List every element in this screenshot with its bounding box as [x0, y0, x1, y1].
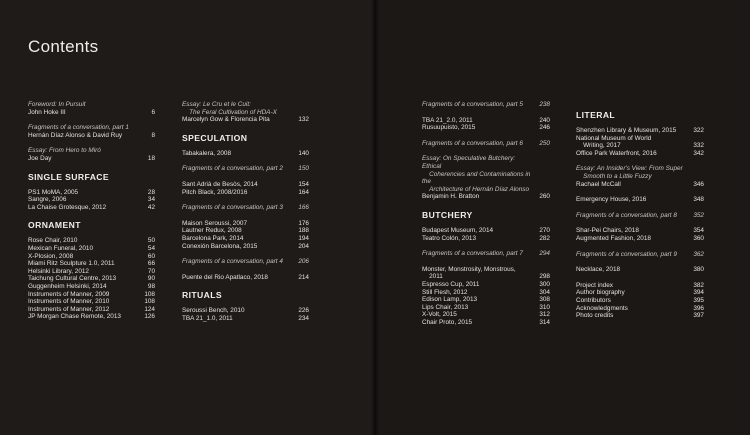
- toc-page-number: 98: [147, 282, 155, 290]
- toc-entry-title: Fragments of a conversation, part 3: [182, 204, 283, 212]
- toc-essay-entry: [182, 204, 309, 212]
- toc-entry-title: Essay: On Speculative Butchery: Ethical: [422, 155, 517, 170]
- toc-entry: [28, 283, 155, 291]
- toc-entry-title: Teatro Colón, 2013: [422, 234, 477, 242]
- toc-entry: [576, 289, 704, 297]
- toc-page-number: 250: [539, 139, 550, 147]
- toc-entry-title: Essay: An Insider's View: From Super: [576, 165, 683, 173]
- section-heading: SPECULATION: [182, 132, 248, 143]
- section-heading: LITERAL: [576, 110, 616, 120]
- toc-entry: [182, 181, 309, 189]
- toc-page-number: 108: [144, 290, 155, 298]
- toc-entry: [576, 235, 704, 243]
- toc-page-number: 396: [693, 304, 704, 312]
- spacer: [28, 139, 155, 147]
- toc-page-number: 260: [539, 193, 550, 201]
- toc-essay-entry: [28, 147, 155, 155]
- toc-page-number: 8: [151, 131, 155, 139]
- toc-page-number: 60: [147, 252, 155, 260]
- toc-entry-title: Fragments of a conversation, part 8: [576, 211, 677, 219]
- toc-entry: [28, 268, 155, 276]
- toc-page-number: 308: [539, 296, 550, 304]
- spacer: [182, 173, 309, 181]
- toc-entry: [422, 311, 550, 319]
- toc-entry-title: Tabakalera, 2008: [182, 149, 232, 157]
- toc-entry-title: Project index: [576, 281, 613, 289]
- toc-essay-entry: [182, 258, 309, 266]
- toc-entry-title: Puente del Rio Apatlaco, 2018: [182, 273, 268, 281]
- toc-entry: [576, 150, 704, 158]
- toc-entry: [28, 253, 155, 261]
- toc-entry-title: Instruments of Manner, 2012: [28, 305, 110, 313]
- toc-page-number: 34: [147, 196, 155, 204]
- section-heading: BUTCHERY: [422, 209, 473, 220]
- toc-page-number: 164: [298, 188, 309, 196]
- toc-page-number: 166: [298, 204, 309, 212]
- toc-entry: [576, 266, 704, 274]
- toc-entry-title: Fragments of a conversation, part 2: [182, 165, 283, 173]
- toc-entry-title: Chair Proto, 2015: [422, 318, 473, 326]
- toc-page-number: 298: [539, 273, 550, 281]
- contents-column-3: [422, 101, 550, 326]
- spacer: [576, 204, 704, 212]
- toc-entry-title: X-Volt, 2015: [422, 311, 457, 319]
- toc-page-number: 352: [693, 211, 704, 219]
- toc-entry: [182, 227, 309, 235]
- toc-essay-entry: [576, 165, 704, 173]
- toc-essay-entry: [182, 101, 309, 109]
- toc-page-number: 234: [298, 314, 309, 322]
- toc-page-number: 348: [693, 196, 704, 204]
- toc-entry: [28, 298, 155, 306]
- toc-page-number: 204: [298, 242, 309, 250]
- toc-entry-title: Espresso Cup, 2011: [422, 280, 480, 288]
- toc-entry-title: Fragments of a conversation, part 5: [422, 101, 523, 108]
- toc-page-number: 246: [539, 124, 550, 132]
- toc-page-number: 124: [144, 305, 155, 313]
- spacer: [182, 266, 309, 274]
- toc-page-number: 382: [693, 281, 704, 289]
- toc-entry: [422, 124, 550, 132]
- toc-entry-title: Shar-Pei Chairs, 2018: [576, 227, 639, 235]
- toc-entry: [422, 296, 550, 304]
- toc-entry-title: The Feral Cultivation of HDA-X: [182, 108, 277, 116]
- toc-entry: [576, 312, 704, 320]
- toc-page-number: 42: [147, 203, 155, 211]
- toc-entry-title: Rachael McCall: [576, 180, 621, 188]
- toc-entry: [576, 305, 704, 313]
- toc-entry-title: Barcelona Park, 2014: [182, 234, 244, 242]
- toc-entry-title: Author biography: [576, 289, 625, 297]
- toc-page-number: 50: [147, 237, 155, 245]
- toc-entry-title: Sangre, 2006: [28, 196, 67, 204]
- toc-entry-title: 2011: [422, 273, 443, 281]
- spacer: [576, 219, 704, 227]
- toc-entry-title: Still Flesh, 2012: [422, 288, 468, 296]
- toc-page-number: 18: [147, 154, 155, 162]
- toc-entry-title: Fragments of a conversation, part 1: [28, 124, 129, 132]
- toc-entry: [28, 189, 155, 197]
- toc-page-number: 54: [147, 244, 155, 252]
- toc-entry: [182, 235, 309, 243]
- toc-entry-title: Edison Lamp, 2013: [422, 296, 478, 304]
- toc-entry-title: Essay: Le Cru et le Cuit:: [182, 101, 251, 108]
- toc-page-number: 395: [693, 296, 704, 304]
- toc-page-number: 66: [147, 260, 155, 268]
- toc-page-number: 314: [539, 318, 550, 326]
- toc-entry-title: Conexión Barcelona, 2015: [182, 242, 258, 250]
- toc-entry-title: John Hoke III: [28, 108, 66, 116]
- toc-entry-title: Fragments of a conversation, part 6: [422, 139, 523, 147]
- toc-entry: [422, 281, 550, 289]
- toc-entry: [28, 260, 155, 268]
- toc-page-number: 346: [693, 180, 704, 188]
- toc-entry-title: Writing, 2017: [576, 142, 621, 150]
- toc-page-number: 362: [693, 250, 704, 258]
- toc-entry: [182, 220, 309, 228]
- toc-essay-entry: [182, 165, 309, 173]
- toc-entry: [28, 196, 155, 204]
- contents-column-2: [182, 101, 309, 323]
- toc-entry-title: Shenzhen Library & Museum, 2015: [576, 127, 677, 134]
- spacer: [422, 109, 550, 117]
- toc-entry: [576, 181, 704, 189]
- toc-entry: [422, 289, 550, 297]
- toc-entry: [422, 193, 550, 201]
- toc-page-number: 154: [298, 180, 309, 188]
- toc-essay-entry: [422, 140, 550, 148]
- toc-entry-title: Rose Chair, 2010: [28, 237, 78, 245]
- toc-entry-title: Smooth to a Little Fuzzy: [576, 172, 652, 180]
- toc-entry: [28, 109, 155, 117]
- contents-column-4: [576, 101, 704, 320]
- toc-entry-title: Office Park Waterfront, 2016: [576, 149, 657, 157]
- toc-entry: [182, 315, 309, 323]
- toc-essay-entry: [422, 250, 550, 258]
- spacer: [422, 147, 550, 155]
- toc-entry: [422, 235, 550, 243]
- toc-entry: [28, 237, 155, 245]
- spacer: [576, 188, 704, 196]
- toc-entry: [28, 204, 155, 212]
- toc-page-number: 238: [539, 101, 550, 108]
- toc-page-number: 300: [539, 280, 550, 288]
- toc-page-number: 214: [298, 273, 309, 281]
- toc-entry-title: Coherencies and Contaminations in the: [422, 170, 533, 186]
- toc-entry: [422, 266, 550, 274]
- toc-page-number: 176: [298, 219, 309, 227]
- toc-entry-title: Helsinki Library, 2012: [28, 267, 89, 275]
- toc-page-number: 240: [539, 116, 550, 124]
- spacer: [182, 212, 309, 220]
- toc-entry-title: TBA 21_1.0, 2011: [182, 314, 233, 322]
- toc-essay-entry: [422, 186, 550, 194]
- toc-entry: [576, 142, 704, 150]
- toc-page-number: 397: [693, 312, 704, 320]
- right-page: [375, 0, 750, 435]
- toc-entry-title: Essay: From Hero to Miró: [28, 147, 101, 155]
- toc-essay-entry: [422, 101, 550, 109]
- toc-page-number: 194: [298, 234, 309, 242]
- section-heading: RITUALS: [182, 290, 223, 301]
- spacer: [576, 274, 704, 282]
- toc-entry-title: Instruments of Manner, 2010: [28, 298, 110, 306]
- toc-entry-title: National Museum of World: [576, 134, 652, 142]
- toc-page-number: 342: [693, 149, 704, 157]
- toc-entry-title: Acknowledgments: [576, 304, 628, 312]
- toc-page-number: 304: [539, 288, 550, 296]
- toc-page-number: 90: [147, 275, 155, 283]
- toc-page-number: 6: [151, 108, 155, 116]
- toc-entry: [182, 116, 309, 124]
- toc-entry: [422, 319, 550, 327]
- toc-entry-title: Augmented Fashion, 2018: [576, 234, 651, 242]
- toc-entry-title: Emergency House, 2016: [576, 196, 647, 204]
- toc-entry-title: Lautner Redux, 2008: [182, 227, 242, 235]
- toc-entry: [576, 135, 704, 143]
- toc-essay-entry: [422, 171, 550, 186]
- toc-page-number: 322: [693, 127, 704, 134]
- toc-entry-title: Lips Chair, 2013: [422, 303, 469, 311]
- toc-entry-title: Contributors: [576, 296, 611, 304]
- toc-essay-entry: [182, 109, 309, 117]
- toc-page-number: 126: [144, 313, 155, 321]
- toc-essay-entry: [576, 212, 704, 220]
- toc-entry: [182, 150, 309, 158]
- toc-entry: [422, 304, 550, 312]
- toc-page-number: 332: [693, 142, 704, 150]
- spacer: [576, 157, 704, 165]
- toc-entry: [28, 275, 155, 283]
- contents-column-1: [28, 101, 155, 321]
- toc-entry: [576, 297, 704, 305]
- toc-entry: [28, 245, 155, 253]
- toc-entry: [182, 307, 309, 315]
- toc-entry-title: Mexican Funeral, 2010: [28, 244, 94, 252]
- toc-entry-title: Benjamin H. Bratton: [422, 193, 480, 201]
- toc-entry-title: Photo credits: [576, 312, 614, 320]
- toc-page-number: 132: [298, 116, 309, 124]
- toc-entry-title: TBA 21_2.0, 2011: [422, 116, 473, 124]
- spacer: [576, 258, 704, 266]
- spacer: [182, 196, 309, 204]
- toc-entry-title: Monster, Monstrosity, Monstrous,: [422, 265, 516, 273]
- toc-entry: [576, 282, 704, 290]
- toc-entry-title: Pitch Black, 2008/2016: [182, 188, 248, 196]
- spacer: [422, 258, 550, 266]
- spacer: [422, 242, 550, 250]
- toc-entry: [28, 155, 155, 163]
- toc-entry: [28, 306, 155, 314]
- toc-entry-title: Marcelyn Gow & Florencia Pita: [182, 116, 270, 124]
- toc-entry-title: Seroussi Bench, 2010: [182, 307, 245, 315]
- toc-essay-entry: [28, 101, 155, 109]
- toc-entry: [576, 127, 704, 135]
- toc-entry-title: PS1 MoMA, 2005: [28, 188, 79, 196]
- toc-page-number: 394: [693, 289, 704, 297]
- page-title: Contents: [28, 37, 99, 56]
- toc-page-number: 310: [539, 303, 550, 311]
- toc-entry-title: Guggenheim Helsinki, 2014: [28, 282, 107, 290]
- toc-entry-title: Rusuupuisto, 2015: [422, 124, 476, 132]
- spacer: [576, 243, 704, 251]
- toc-page-number: 380: [693, 266, 704, 274]
- toc-entry: [422, 273, 550, 281]
- toc-page-number: 226: [298, 307, 309, 315]
- toc-page-number: 28: [147, 188, 155, 196]
- toc-entry-title: Fragments of a conversation, part 4: [182, 258, 283, 266]
- toc-entry: [422, 227, 550, 235]
- toc-page-number: 354: [693, 227, 704, 235]
- toc-page-number: 150: [298, 165, 309, 173]
- toc-entry-title: Fragments of a conversation, part 7: [422, 250, 523, 258]
- toc-entry-title: Hernán Díaz Alonso & David Ruy: [28, 131, 123, 139]
- toc-page-number: 188: [298, 227, 309, 235]
- toc-entry: [422, 117, 550, 125]
- toc-page-number: 206: [298, 258, 309, 266]
- toc-page-number: 294: [539, 250, 550, 258]
- toc-entry-title: Necklace, 2018: [576, 266, 621, 274]
- toc-entry-title: X-Plosion, 2008: [28, 252, 74, 260]
- toc-entry-title: Miami Ritz Sculpture 1.0, 2011: [28, 260, 115, 268]
- toc-entry: [576, 196, 704, 204]
- toc-page-number: 360: [693, 234, 704, 242]
- toc-essay-entry: [28, 124, 155, 132]
- toc-entry-title: Architecture of Hernán Díaz Alonso: [422, 185, 530, 193]
- toc-page-number: 140: [298, 149, 309, 157]
- toc-entry: [28, 291, 155, 299]
- toc-entry-title: Foreword: In Pursuit: [28, 101, 86, 108]
- toc-entry-title: La Chaise Grotesque, 2012: [28, 203, 107, 211]
- toc-entry: [28, 132, 155, 140]
- toc-entry: [182, 189, 309, 197]
- toc-essay-entry: [576, 251, 704, 259]
- toc-entry-title: Sant Adrià de Besòs, 2014: [182, 180, 258, 188]
- toc-page-number: 312: [539, 311, 550, 319]
- toc-entry: [28, 313, 155, 321]
- spacer: [422, 132, 550, 140]
- toc-entry-title: Maison Seroussi, 2007: [182, 219, 248, 227]
- toc-essay-entry: [576, 173, 704, 181]
- section-heading: ORNAMENT: [28, 220, 81, 231]
- toc-page-number: 282: [539, 234, 550, 242]
- toc-entry-title: Budapest Museum, 2014: [422, 226, 494, 234]
- toc-entry-title: Joe Day: [28, 154, 52, 162]
- toc-page-number: 108: [144, 298, 155, 306]
- toc-page-number: 270: [539, 226, 550, 234]
- spacer: [28, 116, 155, 124]
- spacer: [182, 157, 309, 165]
- toc-entry-title: Instruments of Manner, 2009: [28, 290, 110, 298]
- spacer: [182, 250, 309, 258]
- section-heading: SINGLE SURFACE: [28, 171, 110, 182]
- toc-entry-title: Taichung Cultural Centre, 2013: [28, 275, 117, 283]
- toc-entry-title: JP Morgan Chase Remote, 2013: [28, 313, 121, 321]
- toc-page-number: 70: [147, 267, 155, 275]
- toc-entry: [182, 243, 309, 251]
- toc-entry-title: Fragments of a conversation, part 9: [576, 250, 677, 258]
- toc-entry: [576, 227, 704, 235]
- book-gutter: [371, 0, 379, 435]
- toc-essay-entry: [422, 155, 550, 170]
- toc-entry: [182, 274, 309, 282]
